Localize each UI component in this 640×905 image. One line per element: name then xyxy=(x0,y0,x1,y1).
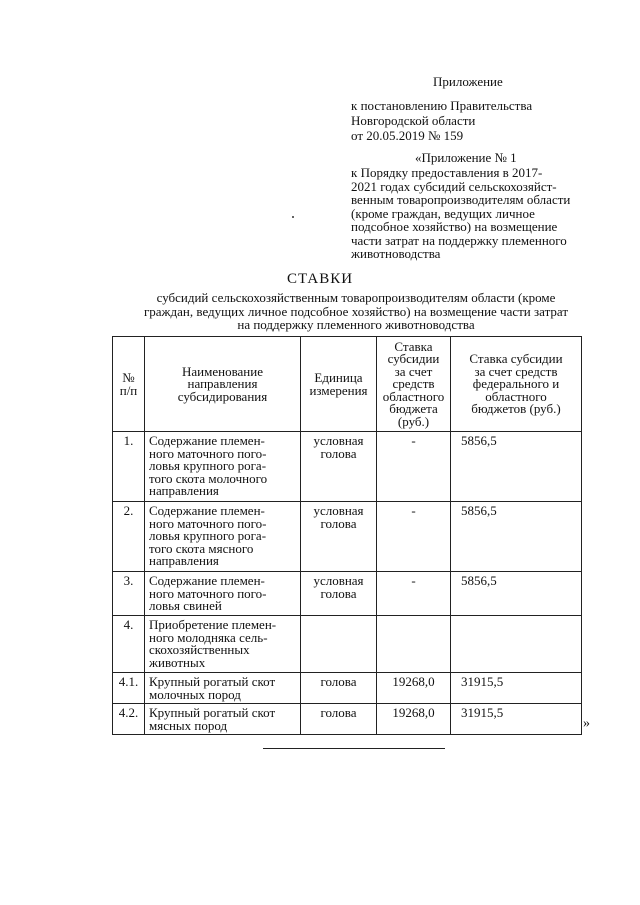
procedure-line: части затрат на поддержку племенного xyxy=(351,232,567,248)
header-direction: Наименование направления субсидирования xyxy=(145,337,301,432)
row-unit xyxy=(301,616,377,673)
row-unit: условная голова xyxy=(301,432,377,502)
procedure-line: венным товаропроизводителям области xyxy=(351,192,571,207)
row-federal-rate: 5856,5 xyxy=(451,572,582,616)
table-row xyxy=(113,673,582,704)
row-federal-rate: 31915,5 xyxy=(451,704,582,735)
row-number: 1. xyxy=(113,432,145,502)
row-regional-rate: - xyxy=(377,572,451,616)
table-header-row xyxy=(113,337,582,432)
procedure-line: 2021 годах субсидий сельскохозяйст- xyxy=(351,178,557,194)
procedure-reference xyxy=(351,166,601,261)
row-number: 3. xyxy=(113,572,145,616)
appendix-number: «Приложение № 1 xyxy=(415,150,517,165)
row-number: 4. xyxy=(113,616,145,673)
row-unit: голова xyxy=(301,673,377,704)
row-number: 2. xyxy=(113,502,145,572)
row-unit: голова xyxy=(301,704,377,735)
header-unit: Единица измерения xyxy=(301,337,377,432)
table-row xyxy=(113,572,582,616)
row-federal-rate xyxy=(451,616,582,673)
row-regional-rate: - xyxy=(377,432,451,502)
row-direction: Приобретение племен- ного молодняка сель- скохозяйственных животных xyxy=(145,616,301,673)
row-regional-rate xyxy=(377,616,451,673)
resolution-line: от 20.05.2019 № 159 xyxy=(351,128,464,143)
table-row xyxy=(113,616,582,673)
scan-speck xyxy=(292,216,294,218)
table-row xyxy=(113,704,582,735)
table-body xyxy=(113,432,582,735)
row-federal-rate: 5856,5 xyxy=(451,432,582,502)
row-unit: условная голова xyxy=(301,572,377,616)
table-row xyxy=(113,432,582,502)
subheading-line: граждан, ведущих личное подсобное хозяйство) на возмещение части затрат xyxy=(143,303,569,319)
row-direction: Содержание племен- ного маточного пого- ловья свиней xyxy=(145,572,301,616)
document-subheading xyxy=(108,291,604,332)
row-number: 4.1. xyxy=(113,673,145,704)
procedure-line: (кроме граждан, ведущих личное xyxy=(351,205,535,221)
procedure-line: к Порядку предоставления в 2017- xyxy=(351,165,543,180)
footer-rule xyxy=(263,748,445,749)
header-regional-rate: Ставка субсидии за счет средств областного бюджета (руб.) xyxy=(377,337,451,432)
row-number: 4.2. xyxy=(113,704,145,735)
row-federal-rate: 31915,5 xyxy=(451,673,582,704)
resolution-reference xyxy=(351,98,591,143)
row-federal-rate: 5856,5 xyxy=(451,502,582,572)
row-direction: Содержание племен- ного маточного пого- ловья крупного рога- того скота мясного направления xyxy=(145,502,301,572)
row-regional-rate: - xyxy=(377,502,451,572)
table-row xyxy=(113,502,582,572)
header-federal-rate: Ставка субсидии за счет средств федерального и областного бюджетов (руб.) xyxy=(451,337,582,432)
header-number: № п/п xyxy=(113,337,145,432)
subheading-line: субсидий сельскохозяйственным товаропроизводителям области (кроме xyxy=(156,290,556,305)
appendix-title: Приложение xyxy=(433,74,503,89)
row-direction: Содержание племен- ного маточного пого- ловья крупного рога- того скота молочного направления xyxy=(145,432,301,502)
procedure-line: животноводства xyxy=(351,246,441,261)
row-regional-rate: 19268,0 xyxy=(377,673,451,704)
procedure-line: подсобное хозяйство) на возмещение xyxy=(351,219,558,234)
subsidy-rates-table xyxy=(112,336,582,735)
resolution-line: Новгородской области xyxy=(351,113,476,128)
document-heading: СТАВКИ xyxy=(286,271,354,287)
row-direction: Крупный рогатый скот молочных пород xyxy=(145,673,301,704)
subheading-line: на поддержку племенного животноводства xyxy=(237,317,475,332)
row-regional-rate: 19268,0 xyxy=(377,704,451,735)
row-unit: условная голова xyxy=(301,502,377,572)
row-direction: Крупный рогатый скот мясных пород xyxy=(145,704,301,735)
resolution-line: к постановлению Правительства xyxy=(351,98,533,113)
closing-quote: » xyxy=(583,716,590,731)
